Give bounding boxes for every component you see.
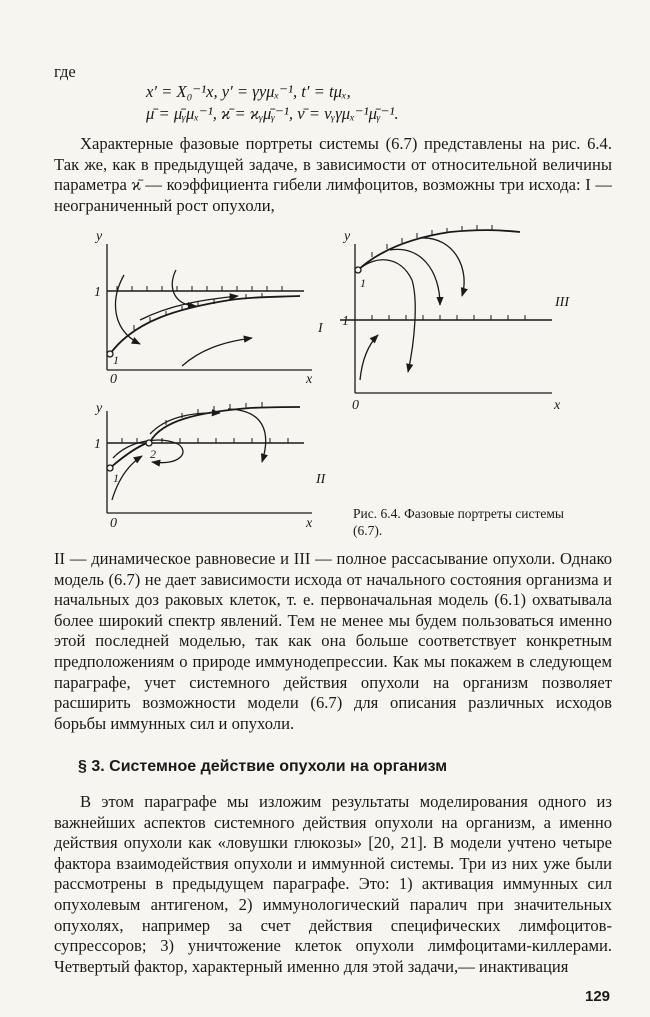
panel-I-label: I [318, 321, 323, 336]
panel-II-point-2-label: 2 [150, 447, 156, 461]
panel-I-level-label: 1 [94, 285, 101, 300]
panel-II-y-label: y [96, 401, 103, 416]
page-number: 129 [585, 988, 611, 1005]
panel-I-y-label: y [96, 229, 103, 244]
panel-III-traj-4 [360, 335, 378, 380]
panel-I-traj-4 [182, 338, 252, 366]
panel-II-origin-label: 0 [110, 516, 117, 531]
section-heading: § 3. Системное действие опухоли на организм [78, 758, 448, 775]
formula-line-2: μ̄ = μ̄ᵧμₓ⁻¹, ϰ̄ = ϰᵧμ̄ᵧ⁻¹, ν̄ = νᵧγμₓ⁻¹μ̄ᵧ⁻¹. [146, 104, 399, 123]
panel-III-origin-label: 0 [352, 398, 359, 413]
panel-I-traj-1 [116, 275, 140, 344]
panel-I-separatrix [110, 296, 300, 354]
panel-II-traj-2 [228, 409, 266, 462]
panel-II-point-2 [146, 440, 152, 446]
panel-I [107, 244, 312, 370]
paragraph-1: Характерные фазовые портреты системы (6.7) представлены на рис. 6.4. Так же, как в предыдущей задаче, в зависимости от относительной величины параметра ϰ̄ — коэффициента гибели лимфоцитов, возможны три исхода: I — неограниченный рост опухоли, [54, 134, 612, 215]
panel-III-point-1-label: 1 [360, 276, 366, 290]
panel-III-label: III [555, 295, 569, 310]
panel-III-point-1 [355, 267, 361, 273]
panel-III-x-label: x [554, 398, 561, 413]
panel-III-traj-1 [358, 260, 415, 372]
panel-II-x-label: x [306, 516, 313, 531]
panel-III-level-label: 1 [342, 314, 349, 329]
panel-II-level-label: 1 [94, 437, 101, 452]
panel-III-traj-3 [420, 238, 464, 296]
paragraph-2: II — динамическое равновесие и III — полное рассасывание опухоли. Однако модель (6.7) не дает зависимости исхода от начального состояния организма и начальных доз раковых клеток, т. е. первоначальная модель (6.1) охватывала более широкий спектр явлений. Тем не менее мы будем пользоваться именно этой последней моделью, так как она больше соответствует конкретным предположениям о природе иммунодепрессии. Как мы покажем в следующем параграфе, учет системного действия опухоли на организм позволяет расширить возможности модели (6.7) для описания различных исходов борьбы иммунных сил и опухоли. [54, 549, 612, 733]
panel-I-x-label: x [306, 372, 313, 387]
formula-line-1: x′ = X₀⁻¹x, y′ = γyμₓ⁻¹, t′ = tμₓ, [146, 82, 351, 101]
panel-II [107, 402, 312, 513]
panel-II-point-1-label: 1 [113, 471, 119, 485]
panel-III-y-label: y [344, 229, 351, 244]
figure-caption: Рис. 6.4. Фазовые портреты системы (6.7). [353, 506, 564, 538]
panel-I-point-1-label: 1 [113, 353, 119, 367]
paragraph-3: В этом параграфе мы изложим результаты моделирования одного из важнейших аспектов системного действия опухоли на организм, а именно действия опухоли как «ловушки глюкозы» [20, 21]. В модели учтено четыре фактора взаимодействия опухоли и иммунной системы. Три из них уже были рассмотрены в предыдущем параграфе. Это: 1) активация иммунных сил опухолевым антигеном, 2) иммунологический паралич при значительных опухолях, например за счет действия специфических лимфоцитов-супрессоров; 3) уничтожение клеток опухоли лимфоцитами-киллерами. Четвертый фактор, характерный именно для этой задачи,— инактивация [54, 792, 612, 976]
label-gde: где [54, 62, 76, 81]
panel-III [340, 225, 552, 393]
panel-III-separatrix [358, 230, 520, 270]
panel-I-origin-label: 0 [110, 372, 117, 387]
panel-II-label: II [316, 472, 326, 487]
